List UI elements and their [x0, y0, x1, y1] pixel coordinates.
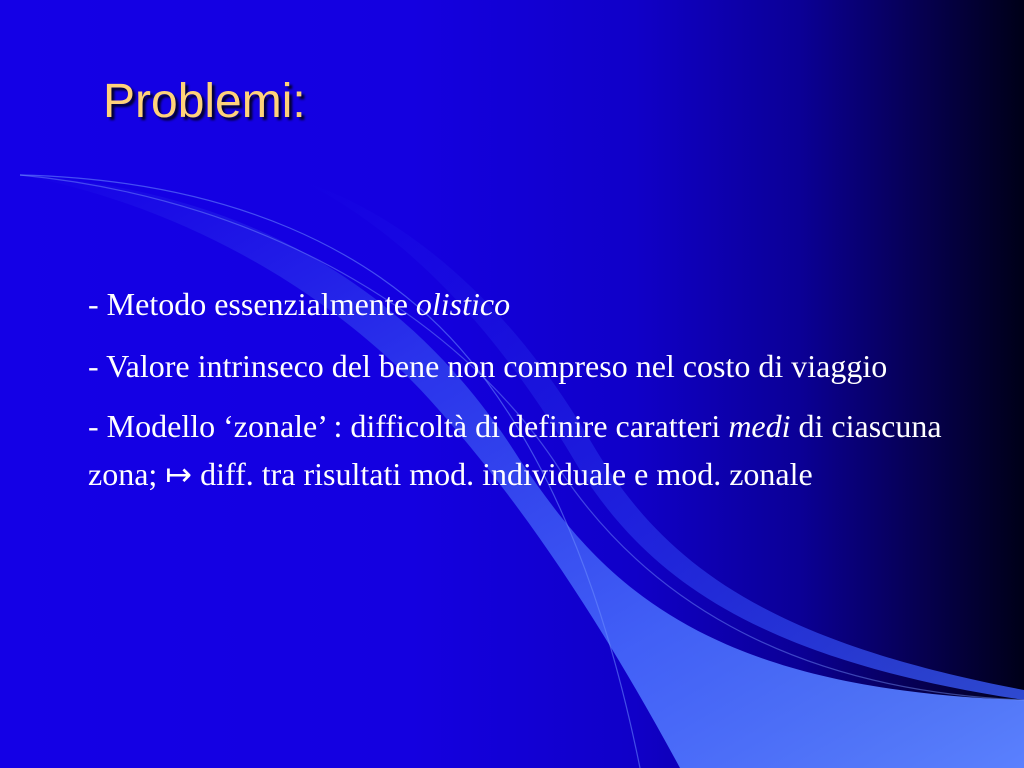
maps-to-arrow-icon: ↦ [165, 456, 193, 492]
bullet-item-model [88, 402, 968, 498]
bullet-text: - Metodo essenzialmente [88, 286, 416, 322]
bullet-emphasis: olistico [415, 286, 511, 322]
bullet-item-value [88, 342, 968, 390]
bullet-text: diff. tra risultati mod. individuale e mod. zonale [192, 456, 813, 492]
bullet-text: di ciascuna zona; [88, 408, 942, 492]
bullet-text: - Valore intrinseco del bene non compreso nel costo di viaggio [88, 348, 888, 384]
bullet-emphasis: medi [728, 408, 791, 444]
bullet-list [88, 280, 968, 512]
slide-title: Problemi: [103, 75, 306, 128]
bullet-item-method [88, 280, 968, 328]
bullet-text: - Modello ‘zonale’ : difficoltà di definire caratteri [88, 408, 729, 444]
